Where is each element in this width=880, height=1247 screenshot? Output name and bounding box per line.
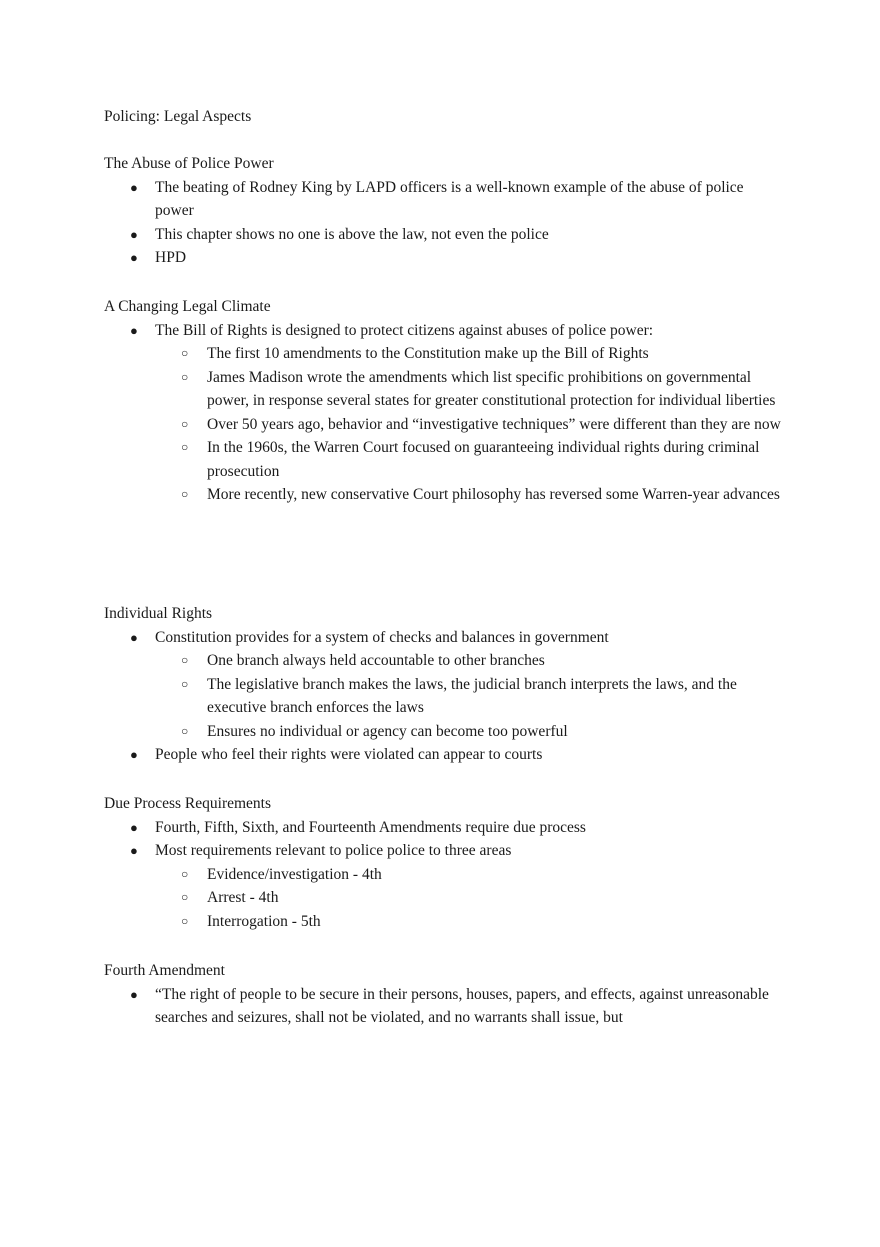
hollow-bullet-icon: ○ (181, 890, 189, 904)
sub-list-item-text: Ensures no individual or agency can become too powerful (207, 722, 568, 740)
section-heading: The Abuse of Police Power (104, 155, 274, 172)
section-heading: Individual Rights (104, 605, 213, 622)
sub-bullet-list (155, 342, 784, 507)
sub-list-item-text: The legislative branch makes the laws, the judicial branch interprets the laws, and the executive branch enforces the laws (207, 675, 737, 716)
bullet-list (104, 983, 784, 1030)
bullet-list (104, 319, 784, 507)
bullet-list (104, 626, 784, 767)
list-item-text: The beating of Rodney King by LAPD officers is a well-known example of the abuse of police power (155, 178, 744, 219)
bullet-icon: ● (130, 843, 138, 858)
list-item-text: Constitution provides for a system of checks and balances in government (155, 628, 609, 646)
bullet-icon: ● (130, 226, 138, 242)
hollow-bullet-icon: ○ (181, 369, 189, 384)
sub-list-item-text: James Madison wrote the amendments which list specific prohibitions on governmental power, in response several states for greater constitutional protection for individual liberties (207, 368, 776, 409)
bullet-icon: ● (130, 629, 138, 645)
hollow-bullet-icon: ○ (181, 440, 189, 454)
sub-list-item (155, 413, 784, 437)
list-item (104, 246, 784, 270)
sub-list-item (155, 910, 784, 934)
list-item (104, 223, 784, 247)
section-abuse-of-police-power (104, 152, 784, 270)
list-item (104, 743, 784, 767)
document-title: Policing: Legal Aspects (104, 108, 252, 125)
bullet-list (104, 176, 784, 270)
list-item-text: Fourth, Fifth, Sixth, and Fourteenth Amendments require due process (155, 818, 586, 836)
sub-bullet-list (155, 649, 784, 743)
sub-list-item-text: Arrest - 4th (207, 889, 279, 906)
sub-list-item-text: Over 50 years ago, behavior and “investigative techniques” were different than they are now (207, 415, 781, 433)
hollow-bullet-icon: ○ (181, 866, 189, 881)
sub-list-item (155, 886, 784, 910)
hollow-bullet-icon: ○ (181, 653, 189, 667)
list-item-text: Most requirements relevant to police police to three areas (155, 842, 512, 859)
list-item (104, 816, 784, 840)
sub-list-item (155, 649, 784, 673)
sub-list-item (155, 720, 784, 744)
sub-list-item-text: More recently, new conservative Court philosophy has reversed some Warren-year advances (207, 486, 780, 503)
sub-list-item-text: One branch always held accountable to other branches (207, 652, 545, 669)
section-fourth-amendment (104, 959, 784, 1030)
sub-list-item-text: The first 10 amendments to the Constitution make up the Bill of Rights (207, 345, 649, 362)
hollow-bullet-icon: ○ (181, 676, 189, 691)
list-item (104, 839, 784, 933)
list-item-text: This chapter shows no one is above the law, not even the police (155, 225, 549, 243)
sub-list-item-text: In the 1960s, the Warren Court focused on guaranteeing individual rights during criminal prosecution (207, 439, 760, 480)
sub-list-item-text: Evidence/investigation - 4th (207, 865, 382, 883)
sub-list-item (155, 673, 784, 720)
section-heading: A Changing Legal Climate (104, 298, 271, 315)
bullet-list (104, 816, 784, 934)
hollow-bullet-icon: ○ (181, 416, 189, 431)
list-item-text: “The right of people to be secure in their persons, houses, papers, and effects, against unreasonable searches and seizures, shall not be violated, and no warrants shall issue, but (155, 985, 769, 1026)
section-changing-legal-climate (104, 295, 784, 507)
bullet-icon: ● (130, 986, 138, 1002)
sub-list-item (155, 436, 784, 483)
sub-list-item (155, 366, 784, 413)
section-due-process-requirements (104, 792, 784, 933)
hollow-bullet-icon: ○ (181, 487, 189, 501)
hollow-bullet-icon: ○ (181, 723, 189, 738)
hollow-bullet-icon: ○ (181, 913, 189, 928)
sub-list-item (155, 342, 784, 366)
list-item (104, 983, 784, 1030)
bullet-icon: ● (130, 747, 138, 762)
sub-list-item (155, 483, 784, 507)
sub-list-item (155, 863, 784, 887)
bullet-icon: ● (130, 819, 138, 835)
bullet-icon: ● (130, 250, 138, 265)
bullet-icon: ● (130, 179, 138, 195)
section-heading: Due Process Requirements (104, 795, 272, 812)
section-heading: Fourth Amendment (104, 962, 225, 979)
bullet-icon: ● (130, 322, 138, 338)
list-item-text: The Bill of Rights is designed to protect citizens against abuses of police power: (155, 321, 654, 339)
hollow-bullet-icon: ○ (181, 346, 189, 360)
sub-bullet-list (155, 863, 784, 934)
list-item (104, 626, 784, 744)
list-item (104, 176, 784, 223)
list-item (104, 319, 784, 507)
section-individual-rights (104, 602, 784, 767)
list-item-text: HPD (155, 249, 187, 266)
sub-list-item-text: Interrogation - 5th (207, 912, 321, 930)
list-item-text: People who feel their rights were violated can appear to courts (155, 746, 543, 763)
